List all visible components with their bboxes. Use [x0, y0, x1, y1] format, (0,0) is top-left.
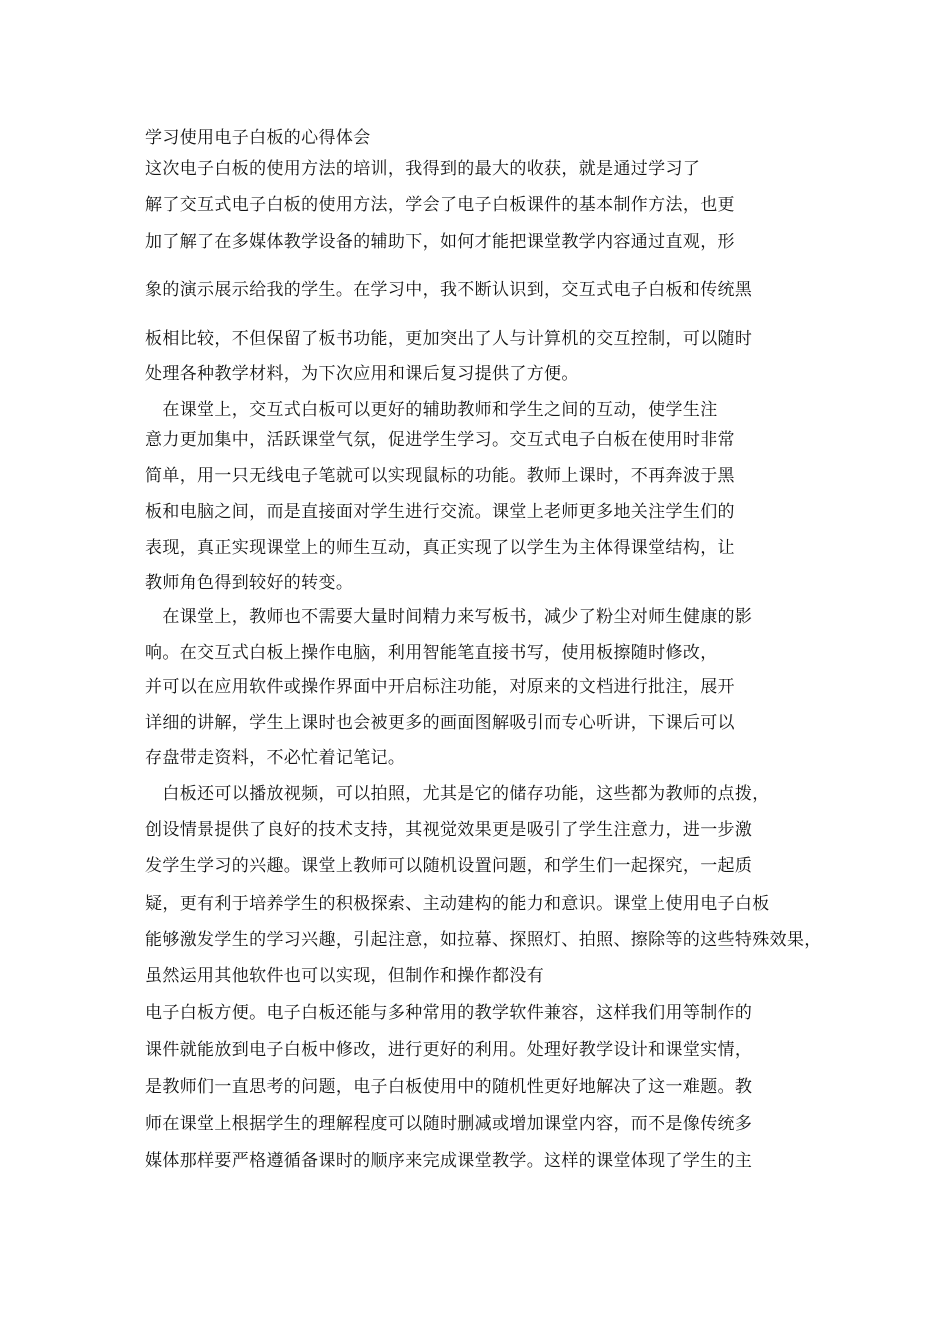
text-line: 发学生学习的兴趣。课堂上教师可以随机设置问题，和学生们一起探究，一起质	[145, 856, 753, 876]
text-line: 这次电子白板的使用方法的培训，我得到的最大的收获，就是通过学习了	[145, 159, 701, 179]
text-line: 并可以在应用软件或操作界面中开启标注功能，对原来的文档进行批注，展开	[145, 677, 735, 697]
text-line: 响。在交互式白板上操作电脑，利用智能笔直接书写，使用板擦随时修改，	[145, 643, 718, 663]
text-line: 在课堂上，教师也不需要大量时间精力来写板书，减少了粉尘对师生健康的影	[145, 607, 753, 627]
text-line: 表现，真正实现课堂上的师生互动，真正实现了以学生为主体得课堂结构，让	[145, 538, 735, 558]
text-line: 电子白板方便。电子白板还能与多种常用的教学软件兼容，这样我们用等制作的	[145, 1003, 753, 1023]
text-line: 创设情景提供了良好的技术支持，其视觉效果更是吸引了学生注意力，进一步激	[145, 820, 753, 840]
text-line: 师在课堂上根据学生的理解程度可以随时删减或增加课堂内容，而不是像传统多	[145, 1114, 753, 1134]
text-line: 能够激发学生的学习兴趣，引起注意，如拉幕、探照灯、拍照、擦除等的这些特殊效果，	[145, 930, 822, 950]
text-line: 教师角色得到较好的转变。	[145, 573, 354, 593]
text-line: 媒体那样要严格遵循备课时的顺序来完成课堂教学。这样的课堂体现了学生的主	[145, 1151, 753, 1171]
text-line: 解了交互式电子白板的使用方法，学会了电子白板课件的基本制作方法，也更	[145, 195, 735, 215]
text-line: 是教师们一直思考的问题，电子白板使用中的随机性更好地解决了这一难题。教	[145, 1077, 753, 1097]
text-line: 课件就能放到电子白板中修改，进行更好的利用。处理好教学设计和课堂实情，	[145, 1040, 753, 1060]
text-line: 白板还可以播放视频，可以拍照，尤其是它的储存功能，这些都为教师的点拨，	[145, 784, 770, 804]
text-line: 疑，更有利于培养学生的积极探索、主动建构的能力和意识。课堂上使用电子白板	[145, 894, 770, 914]
text-line: 简单，用一只无线电子笔就可以实现鼠标的功能。教师上课时，不再奔波于黑	[145, 466, 735, 486]
text-line: 板相比较，不但保留了板书功能，更加突出了人与计算机的交互控制，可以随时	[145, 329, 753, 349]
text-line: 处理各种教学材料，为下次应用和课后复习提供了方便。	[145, 364, 579, 384]
text-line: 存盘带走资料，不必忙着记笔记。	[145, 748, 406, 768]
document-title: 学习使用电子白板的心得体会	[145, 128, 371, 148]
text-line: 加了解了在多媒体教学设备的辅助下，如何才能把课堂教学内容通过直观，形	[145, 232, 735, 252]
text-line: 详细的讲解，学生上课时也会被更多的画面图解吸引而专心听讲，下课后可以	[145, 713, 735, 733]
text-line: 虽然运用其他软件也可以实现，但制作和操作都没有	[145, 966, 545, 986]
text-line: 板和电脑之间，而是直接面对学生进行交流。课堂上老师更多地关注学生们的	[145, 502, 735, 522]
text-line: 意力更加集中，活跃课堂气氛，促进学生学习。交互式电子白板在使用时非常	[145, 430, 735, 450]
text-line: 象的演示展示给我的学生。在学习中，我不断认识到，交互式电子白板和传统黑	[145, 280, 753, 300]
text-line: 在课堂上，交互式白板可以更好的辅助教师和学生之间的互动，使学生注	[145, 400, 718, 420]
